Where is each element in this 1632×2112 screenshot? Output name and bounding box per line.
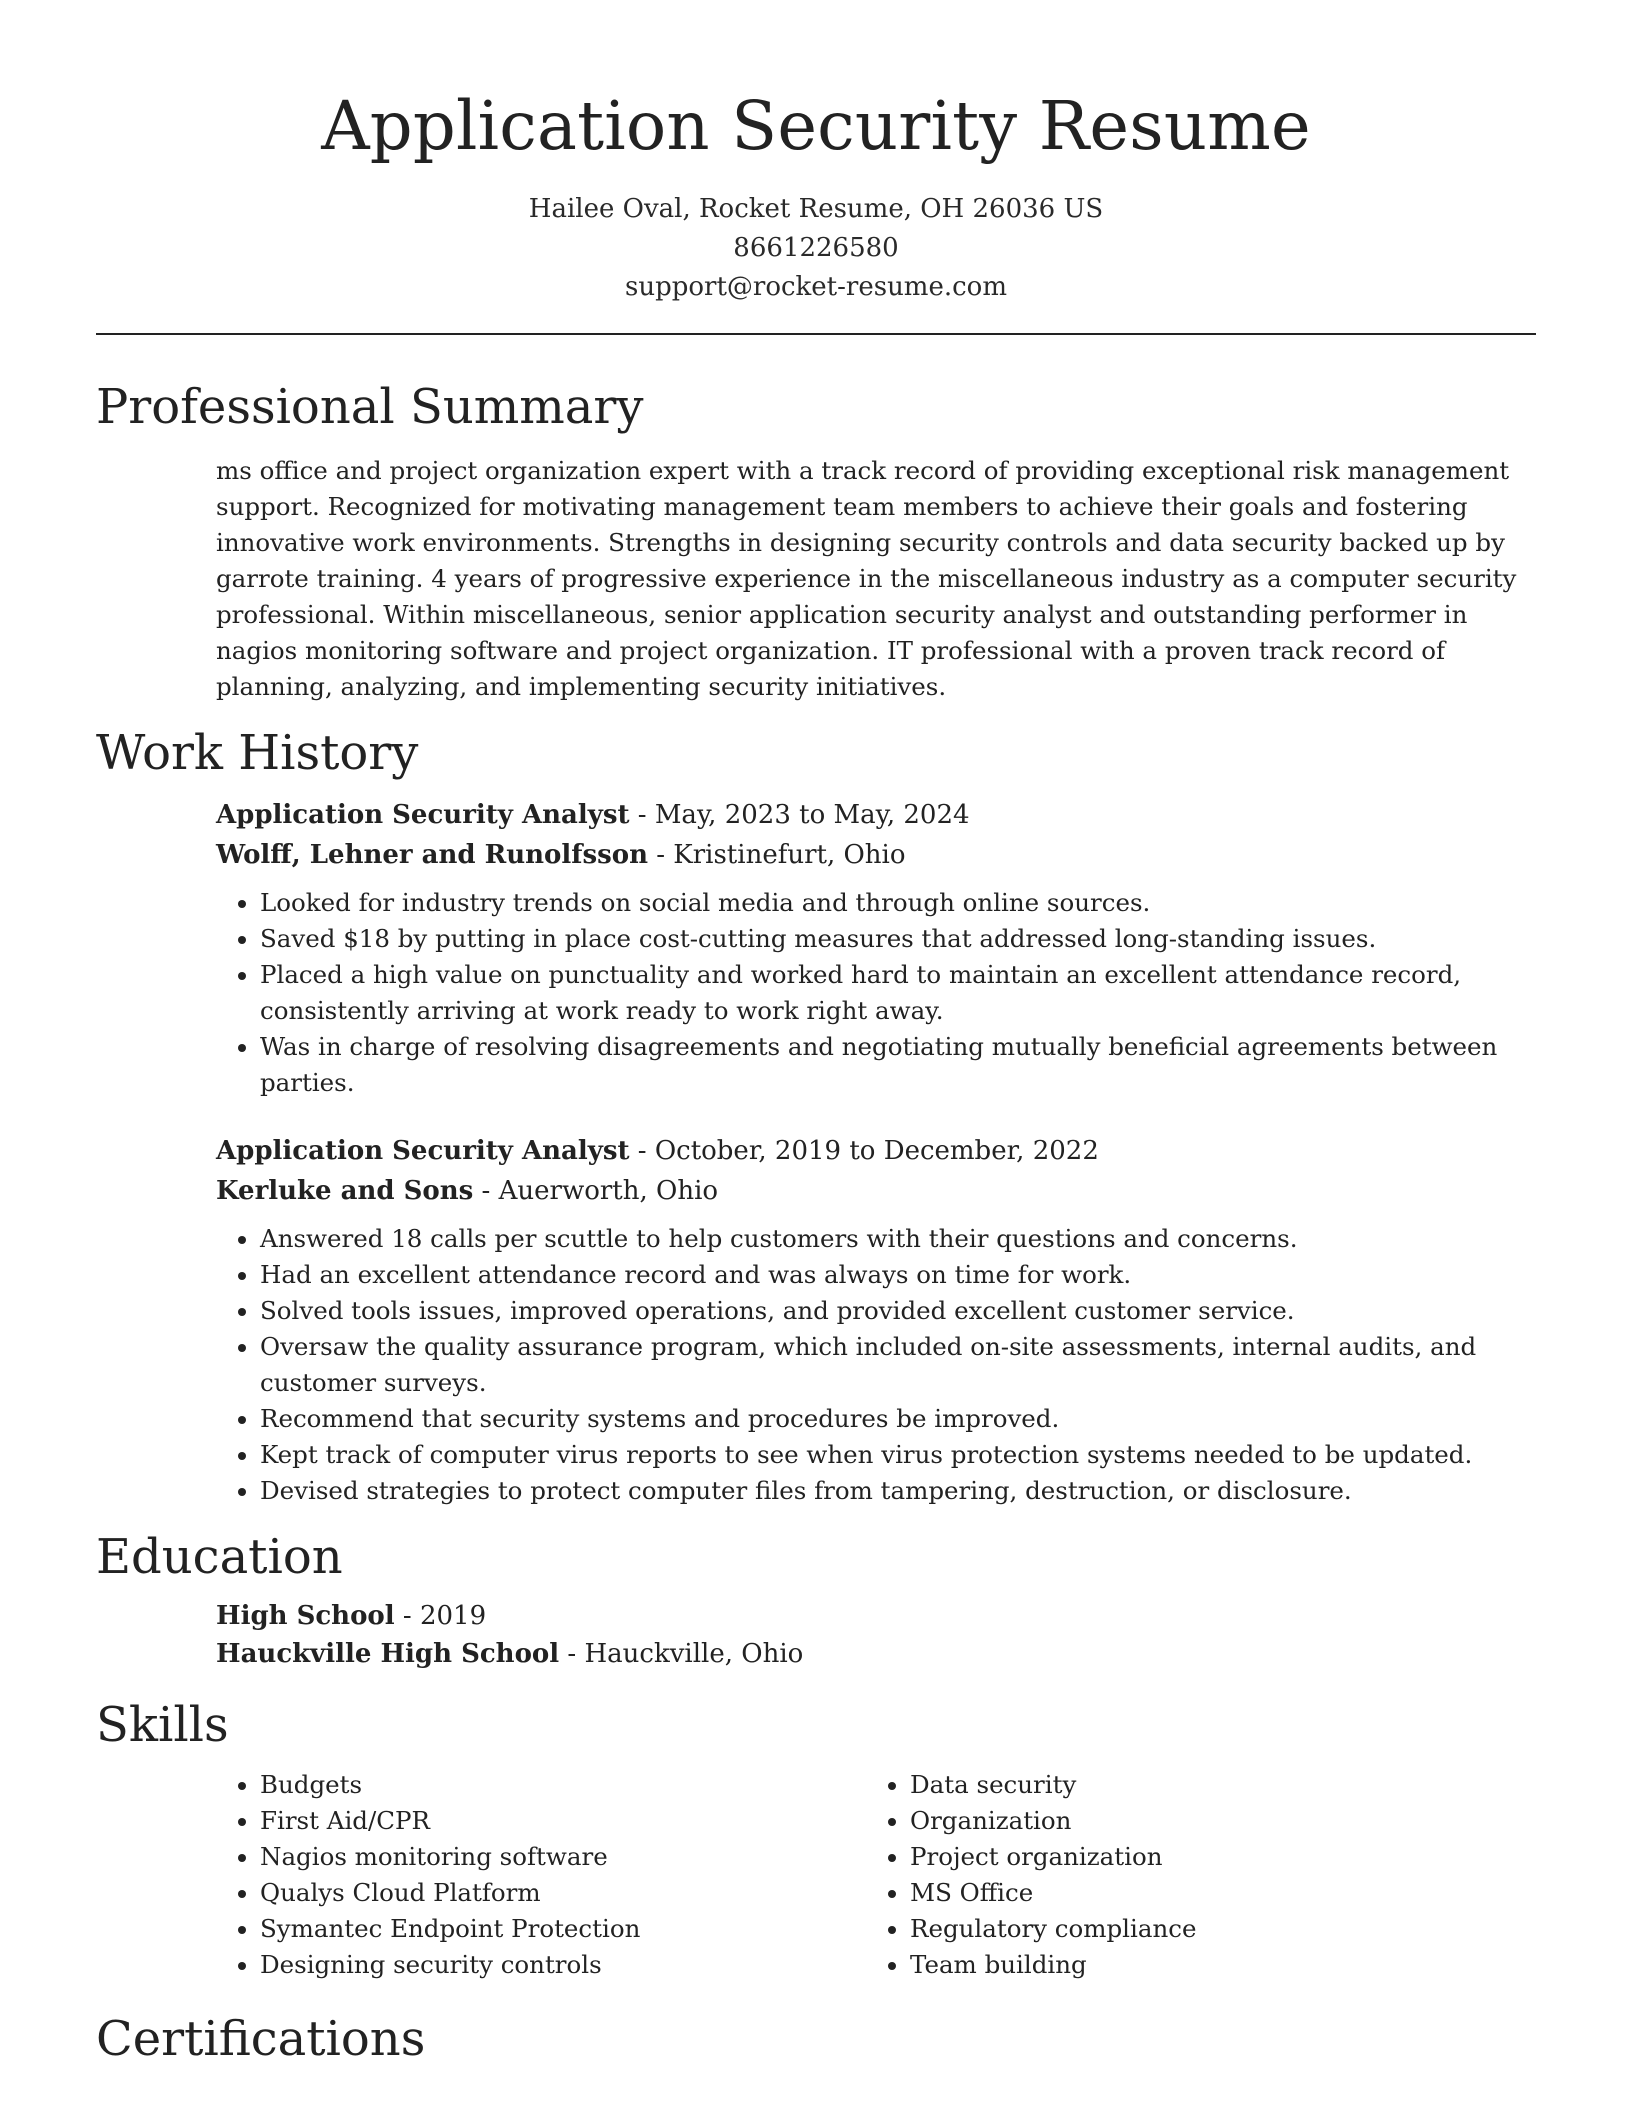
job-company-line [216,1171,1536,1211]
job-bullet: • Solved tools issues, improved operations, and provided excellent customer service. [260,1293,1536,1329]
education-degree-line [216,1597,1536,1635]
job-bullets [216,885,1536,1101]
summary-text: ms office and project organization expert with a track record of providing exceptional risk management support. Recognized for motivating management team members to achieve their goals and fostering innovative work environments. Strengths in designing security controls and data security backed up by garrote training. 4 years of progressive experience in the miscellaneous industry as a computer security professional. Within miscellaneous, senior application security analyst and outstanding performer in nagios monitoring software and project organization. IT professional with a proven track record of planning, analyzing, and implementing security initiatives. [216,456,1517,701]
education-year: - 2019 [394,1601,487,1631]
job-bullets [216,1221,1536,1509]
skill-item: • Project organization [910,1839,1516,1875]
summary-content [216,453,1536,705]
job-bullet: • Devised strategies to protect computer files from tampering, destruction, or disclosure. [260,1473,1536,1509]
job-bullet: • Kept track of computer virus reports to see when virus protection systems needed to be updated. [260,1437,1536,1473]
skill-item: • Organization [910,1803,1516,1839]
education-school: Hauckville High School [216,1639,560,1669]
skills-list [866,1767,1516,1983]
work-history-heading: Work History [96,725,419,781]
resume-title: Application Security Resume [321,87,1311,165]
certifications-section [96,2009,1536,2069]
job-company-line [216,835,1536,875]
work-history-content [216,795,1536,1509]
resume-header [96,0,1536,307]
job-title: Application Security Analyst [216,1136,630,1166]
skill-item: • Team building [910,1947,1516,1983]
contact-email: support@rocket-resume.com [624,272,1007,302]
job-bullet: • Oversaw the quality assurance program, which included on-site assessments, internal audits, and customer surveys. [260,1329,1536,1401]
skills-column-right [866,1767,1516,1983]
skill-item: • Designing security controls [260,1947,866,1983]
skill-item: • Data security [910,1767,1516,1803]
skills-grid [216,1767,1536,1983]
work-history-section [96,723,1536,1509]
job-location: - Auerworth, Ohio [473,1176,719,1206]
education-heading: Education [96,1529,343,1585]
skills-heading: Skills [96,1697,229,1753]
education-location: - Hauckville, Ohio [559,1639,804,1669]
skills-section [96,1695,1536,1983]
job-bullet: • Recommend that security systems and procedures be improved. [260,1401,1536,1437]
job-company: Kerluke and Sons [216,1176,474,1206]
summary-section [96,377,1536,705]
job-title-line [216,1131,1536,1171]
job-dates: - May, 2023 to May, 2024 [629,800,970,830]
job-bullet: • Answered 18 calls per scuttle to help customers with their questions and concerns. [260,1221,1536,1257]
education-content [216,1597,1536,1673]
skill-item: • MS Office [910,1875,1516,1911]
skills-content [216,1767,1536,1983]
skill-item: • First Aid/CPR [260,1803,866,1839]
skill-item: • Symantec Endpoint Protection [260,1911,866,1947]
job-title: Application Security Analyst [216,800,630,830]
job-company: Wolff, Lehner and Runolfsson [216,840,648,870]
job-bullet: • Looked for industry trends on social media and through online sources. [260,885,1536,921]
education-section [96,1527,1536,1673]
education-school-line [216,1635,1536,1673]
skills-column-left [216,1767,866,1983]
job-bullet: • Had an excellent attendance record and was always on time for work. [260,1257,1536,1293]
skill-item: • Qualys Cloud Platform [260,1875,866,1911]
certifications-heading: Certifications [96,2011,426,2067]
job-title-line [216,795,1536,835]
resume-page [96,0,1536,2069]
job-dates: - October, 2019 to December, 2022 [629,1136,1099,1166]
skill-item: • Regulatory compliance [910,1911,1516,1947]
job-entry [216,1131,1536,1509]
contact-block [96,190,1536,307]
skill-item: • Budgets [260,1767,866,1803]
contact-phone: 8661226580 [733,233,899,263]
education-degree: High School [216,1601,395,1631]
job-entry [216,795,1536,1101]
job-bullet: • Placed a high value on punctuality and worked hard to maintain an excellent attendance record, consistently arriving at work ready to work right away. [260,957,1536,1029]
skills-list [216,1767,866,1983]
job-bullet: • Was in charge of resolving disagreements and negotiating mutually beneficial agreements between parties. [260,1029,1536,1101]
job-bullet: • Saved $18 by putting in place cost-cutting measures that addressed long-standing issues. [260,921,1536,957]
summary-heading: Professional Summary [96,379,644,435]
job-location: - Kristinefurt, Ohio [647,840,906,870]
contact-address: Hailee Oval, Rocket Resume, OH 26036 US [528,194,1104,224]
skill-item: • Nagios monitoring software [260,1839,866,1875]
header-divider [96,333,1536,335]
